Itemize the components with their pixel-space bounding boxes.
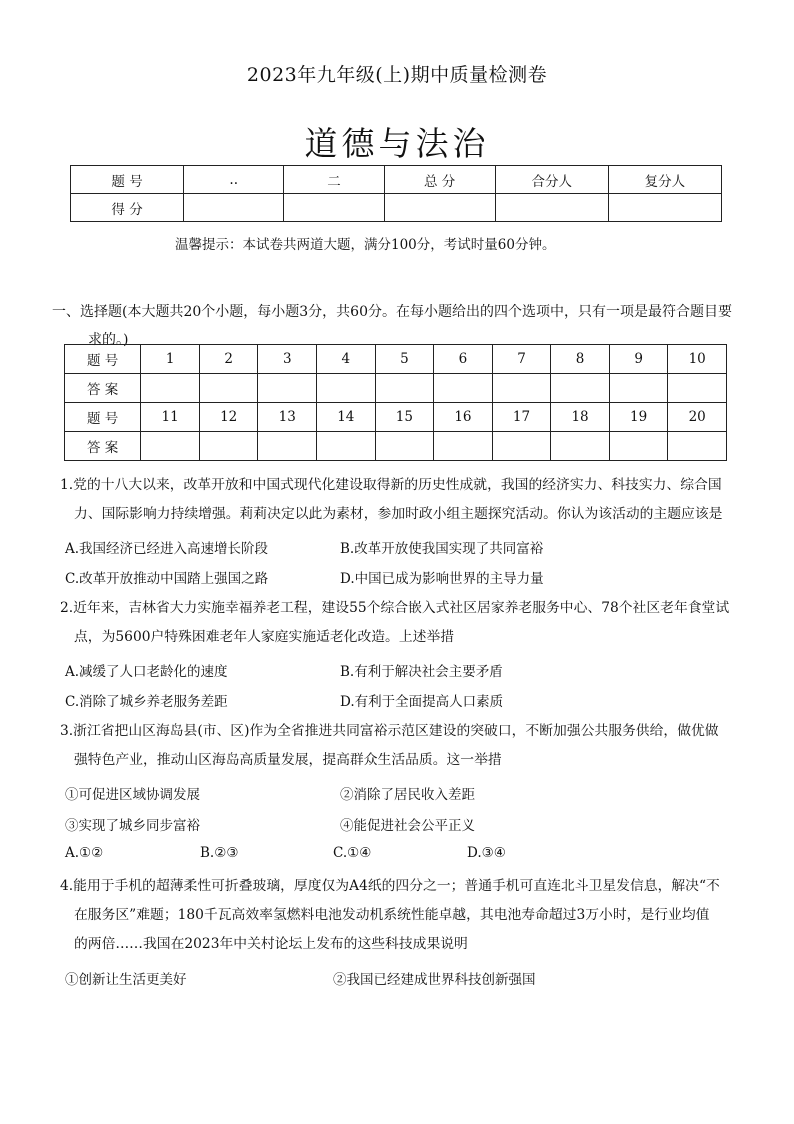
answer-cell[interactable] (375, 374, 434, 403)
question-stem-line: 点，为5600户特殊困难老年人家庭实施适老化改造。上述举措 (74, 629, 455, 645)
question-3 (60, 717, 750, 775)
answer-cell[interactable] (317, 374, 376, 403)
question-number-cell: 1 (141, 345, 200, 374)
question-number-cell: 19 (609, 403, 668, 432)
answer-cell[interactable] (258, 374, 317, 403)
statement-2: ②消除了居民收入差距 (340, 787, 475, 803)
option-b[interactable]: B.有利于解决社会主要矛盾 (340, 664, 503, 680)
option-a[interactable]: A.减缓了人口老龄化的速度 (65, 664, 228, 680)
score-cell[interactable] (184, 194, 284, 222)
answer-table-num-label: 题 号 (65, 403, 141, 432)
question-number-cell: 4 (317, 345, 376, 374)
score-row-label: 得 分 (71, 194, 184, 222)
option-c[interactable]: C.消除了城乡养老服务差距 (65, 694, 228, 710)
question-2 (60, 594, 750, 652)
question-number-cell: 2 (199, 345, 258, 374)
question-number-cell: 7 (492, 345, 551, 374)
statement-4: ④能促进社会公平正义 (340, 818, 475, 834)
answer-cell[interactable] (668, 374, 727, 403)
answer-cell[interactable] (434, 432, 493, 461)
score-table (70, 165, 722, 222)
answer-cell[interactable] (668, 432, 727, 461)
statement-1: ①创新让生活更美好 (65, 972, 187, 988)
answer-cell[interactable] (609, 374, 668, 403)
question-number-cell: 6 (434, 345, 493, 374)
section-heading-line: 求的。) (88, 332, 129, 348)
answer-cell[interactable] (199, 432, 258, 461)
question-number-cell: 15 (375, 403, 434, 432)
question-number-cell: 13 (258, 403, 317, 432)
question-stem-line: 在服务区”难题；180千瓦高效率氢燃料电池发动机系统性能卓越，其电池寿命超过3万小时，是行业均值 (74, 907, 710, 923)
question-number-cell: 14 (317, 403, 376, 432)
answer-table-ans-label: 答 案 (65, 374, 141, 403)
question-stem-line: 3.浙江省把山区海岛县(市、区)作为全省推进共同富裕示范区建设的突破口，不断加强公共服务供给，做优做 (60, 723, 719, 739)
question-stem-line: 强特色产业，推动山区海岛高质量发展，提高群众生活品质。这一举措 (74, 752, 502, 768)
option-a[interactable]: A.我国经济已经进入高速增长阶段 (65, 541, 269, 557)
answer-cell[interactable] (141, 374, 200, 403)
score-cell[interactable] (495, 194, 608, 222)
option-b[interactable]: B.②③ (200, 845, 239, 861)
question-stem-line: 1.党的十八大以来，改革开放和中国式现代化建设取得新的历史性成就，我国的经济实力、科技实力、综合国 (60, 477, 722, 493)
question-number-cell: 10 (668, 345, 727, 374)
answer-table-ans-label: 答 案 (65, 432, 141, 461)
score-cell[interactable] (608, 194, 721, 222)
question-number-cell: 8 (551, 345, 610, 374)
exam-tip: 温馨提示：本试卷共两道大题，满分100分，考试时量60分钟。 (175, 237, 556, 253)
score-header-cell: 合分人 (495, 166, 608, 194)
answer-cell[interactable] (609, 432, 668, 461)
option-c[interactable]: C.改革开放推动中国踏上强国之路 (65, 571, 269, 587)
question-stem-line: 4.能用于手机的超薄柔性可折叠玻璃，厚度仅为A4纸的四分之一；普通手机可直连北斗卫星发信息，解决“不 (60, 878, 720, 894)
question-number-cell: 12 (199, 403, 258, 432)
question-4 (60, 872, 750, 959)
option-b[interactable]: B.改革开放使我国实现了共同富裕 (340, 541, 544, 557)
answer-cell[interactable] (375, 432, 434, 461)
question-stem-line: 力、国际影响力持续增强。莉莉决定以此为素材，参加时政小组主题探究活动。你认为该活动的主题应该是 (74, 506, 723, 522)
question-stem-line: 的两倍……我国在2023年中关村论坛上发布的这些科技成果说明 (74, 936, 468, 952)
score-header-cell: 题 号 (71, 166, 184, 194)
question-number-cell: 17 (492, 403, 551, 432)
answer-table (64, 344, 727, 461)
question-stem-line: 2.近年来，吉林省大力实施幸福养老工程，建设55个综合嵌入式社区居家养老服务中心、78个社区老年食堂试 (60, 600, 730, 616)
answer-cell[interactable] (551, 374, 610, 403)
statement-2: ②我国已经建成世界科技创新强国 (333, 972, 536, 988)
score-header-cell: 二 (284, 166, 384, 194)
subject-title: 道德与法治 (304, 124, 490, 163)
answer-cell[interactable] (492, 374, 551, 403)
answer-cell[interactable] (258, 432, 317, 461)
answer-cell[interactable] (492, 432, 551, 461)
score-header-cell: .. (184, 166, 284, 194)
answer-table-num-label: 题 号 (65, 345, 141, 374)
question-number-cell: 18 (551, 403, 610, 432)
question-number-cell: 20 (668, 403, 727, 432)
option-d[interactable]: D.有利于全面提高人口素质 (340, 694, 504, 710)
score-header-cell: 复分人 (608, 166, 721, 194)
question-number-cell: 5 (375, 345, 434, 374)
answer-cell[interactable] (199, 374, 258, 403)
answer-cell[interactable] (434, 374, 493, 403)
exam-title: 2023年九年级(上)期中质量检测卷 (246, 64, 548, 86)
score-header-cell: 总 分 (384, 166, 495, 194)
question-number-cell: 3 (258, 345, 317, 374)
answer-cell[interactable] (551, 432, 610, 461)
statement-3: ③实现了城乡同步富裕 (65, 818, 200, 834)
score-cell[interactable] (384, 194, 495, 222)
question-number-cell: 9 (609, 345, 668, 374)
option-d[interactable]: D.中国已成为影响世界的主导力量 (340, 571, 544, 587)
statement-1: ①可促进区域协调发展 (65, 787, 200, 803)
question-number-cell: 16 (434, 403, 493, 432)
section-heading-line: 一、选择题(本大题共20个小题，每小题3分，共60分。在每小题给出的四个选项中，只有一项是最符合题目要 (52, 304, 732, 320)
option-a[interactable]: A.①② (65, 845, 104, 861)
option-d[interactable]: D.③④ (467, 845, 506, 861)
answer-cell[interactable] (317, 432, 376, 461)
question-number-cell: 11 (141, 403, 200, 432)
score-cell[interactable] (284, 194, 384, 222)
answer-cell[interactable] (141, 432, 200, 461)
option-c[interactable]: C.①④ (333, 845, 372, 861)
question-1 (60, 471, 750, 529)
